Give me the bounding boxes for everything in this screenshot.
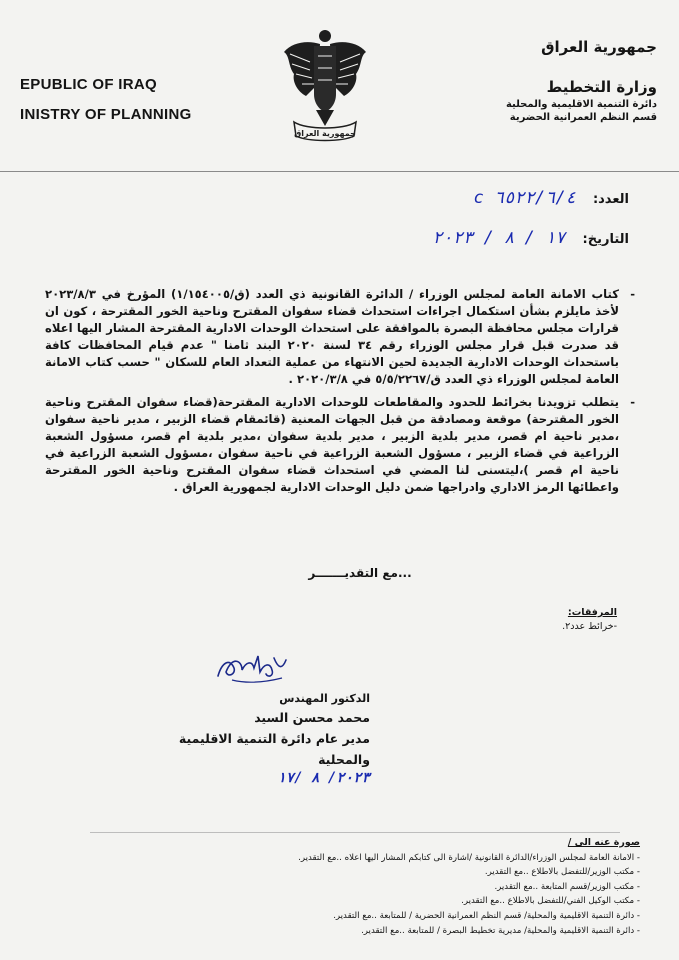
letterhead-directorate-ar: دائرة التنمية الاقليمية والمحلية [505, 99, 657, 110]
copies-item: - مكتب الوزير/قسم المتابعة ..مع التقدير. [494, 881, 640, 892]
body-paragraph-1: - كتاب الامانة العامة لمجلس الوزراء / الدائرة القانونية ذي العدد (ق/١/١٥٤٠٠٥) المؤرخ في ٢٠٢٣/٨/٣ لأخذ مايلزم بشأن استكمال اجراءات استحداث قضاء سفوان المقترح وناحية الخور المقترحة ، كون ان قرارات مجلس محافظة البصرة بالموافقة على استحداث الوحدات الادارية المقترحة المشار اليها اعلاه قد صدرت قبل قرار مجلس الوزراء رقم ٣٤ لسنة ٢٠٢٠ البند ثامنا " عدم قيام المحافظات كافة باستحداث الوحدات الادارية الجديدة لحين الانتهاء من عملية التعداد العام للسكان " حسب كتاب الامانة العامة لمجلس الوزراء ذي العدد ق/٥/٥/٢٢٦٧ في ٢٠٢٠/٣/٨ . [45, 286, 635, 388]
letterhead-ministry-en: INISTRY OF PLANNING [20, 106, 192, 123]
reference-date-value: ١٧ / ٨ / ٢٠٢٣ [432, 228, 566, 248]
letterhead-republic-ar: جمهورية العراق [541, 38, 657, 56]
handwritten-signature [212, 648, 292, 688]
emblem-caption: جمهورية العراق [294, 129, 356, 138]
copies-item: - دائرة التنمية الاقليمية والمحلية/ قسم النظم العمرانية الحضرية / للمتابعة ..مع التقدير. [333, 910, 640, 921]
signer-date: ٢٠٢٣/ ٨ /١٧ [277, 770, 370, 786]
reference-number-value: ٦٥٢٢/٦/٤ c [473, 188, 576, 208]
copies-item: - الامانة العامة لمجلس الوزراء/الدائرة القانونية /اشارة الى كتابكم المشار اليها اعلاه ..مع التقدير. [298, 852, 640, 863]
copies-divider [90, 832, 620, 833]
letterhead-republic-en: EPUBLIC OF IRAQ [20, 76, 158, 93]
body-paragraph-2: - يتطلب تزويدنا بخرائط للحدود والمقاطعات للوحدات الادارية المقترحة(قضاء سفوان المقترح وناحية الخور المقترحة) موقعة ومصادقة من قبل الجهات المعنية (قائمقام قضاء الزبير ، مدير ناحية سفوان ،مدير ناحية ام قصر، مدير بلدية الزبير ، مدير بلدية سفوان ،مدير بلدية ام قصر، مسؤول الشعبة الزراعية في قضاء الزبير ، مسؤول الشعبة الزراعية في ناحية سفوان ،مسؤول الشعبة الزراعية في ناحية ام قصر )،ليتسنى لنا المضي في استحداث قضاء سفوان المقترح وناحية الخور المقترحة واعطائها الرمز الاداري وادراجها ضمن دليل الوحدات الادارية لجمهورية العراق . [45, 394, 635, 496]
copies-title: صورة عنه الى / [567, 837, 640, 848]
copies-item: - مكتب الوزير/للتفضل بالاطلاع ..مع التقدير. [484, 867, 640, 878]
signer-position: مدير عام دائرة التنمية الاقليمية والمحلية [178, 731, 370, 767]
copies-item: - مكتب الوكيل الفني/للتفضل بالاطلاع ..مع التقدير. [461, 896, 640, 907]
iraq-eagle-emblem [280, 22, 370, 150]
reference-date-label: التاريخ: [582, 232, 629, 247]
copies-item: - دائرة التنمية الاقليمية والمحلية/ مديرية تخطيط البصرة / للمتابعة ..مع التقدير. [361, 925, 640, 936]
attachments-title: المرفقات: [567, 607, 617, 618]
letter-body [45, 286, 635, 502]
closing-regards: ...مع التقديـــــــر [308, 566, 412, 580]
letterhead-section-ar: قسم النظم العمرانية الحضرية [509, 112, 657, 123]
signer-name: محمد محسن السيد [254, 710, 370, 725]
signer-title: الدكتور المهندس [279, 692, 370, 705]
copies-list [170, 836, 640, 938]
reference-number-label: العدد: [592, 192, 629, 207]
signer-block [130, 690, 370, 786]
letterhead-ministry-ar: وزارة التخطيط [546, 78, 657, 96]
attachments [417, 606, 617, 634]
letterhead-arabic [437, 36, 657, 124]
letterhead-english [20, 70, 192, 130]
attachments-item: -خرائط عدد٢. [562, 621, 617, 632]
letterhead-divider [0, 171, 679, 172]
reference-number [309, 188, 629, 208]
reference-date [309, 228, 629, 248]
